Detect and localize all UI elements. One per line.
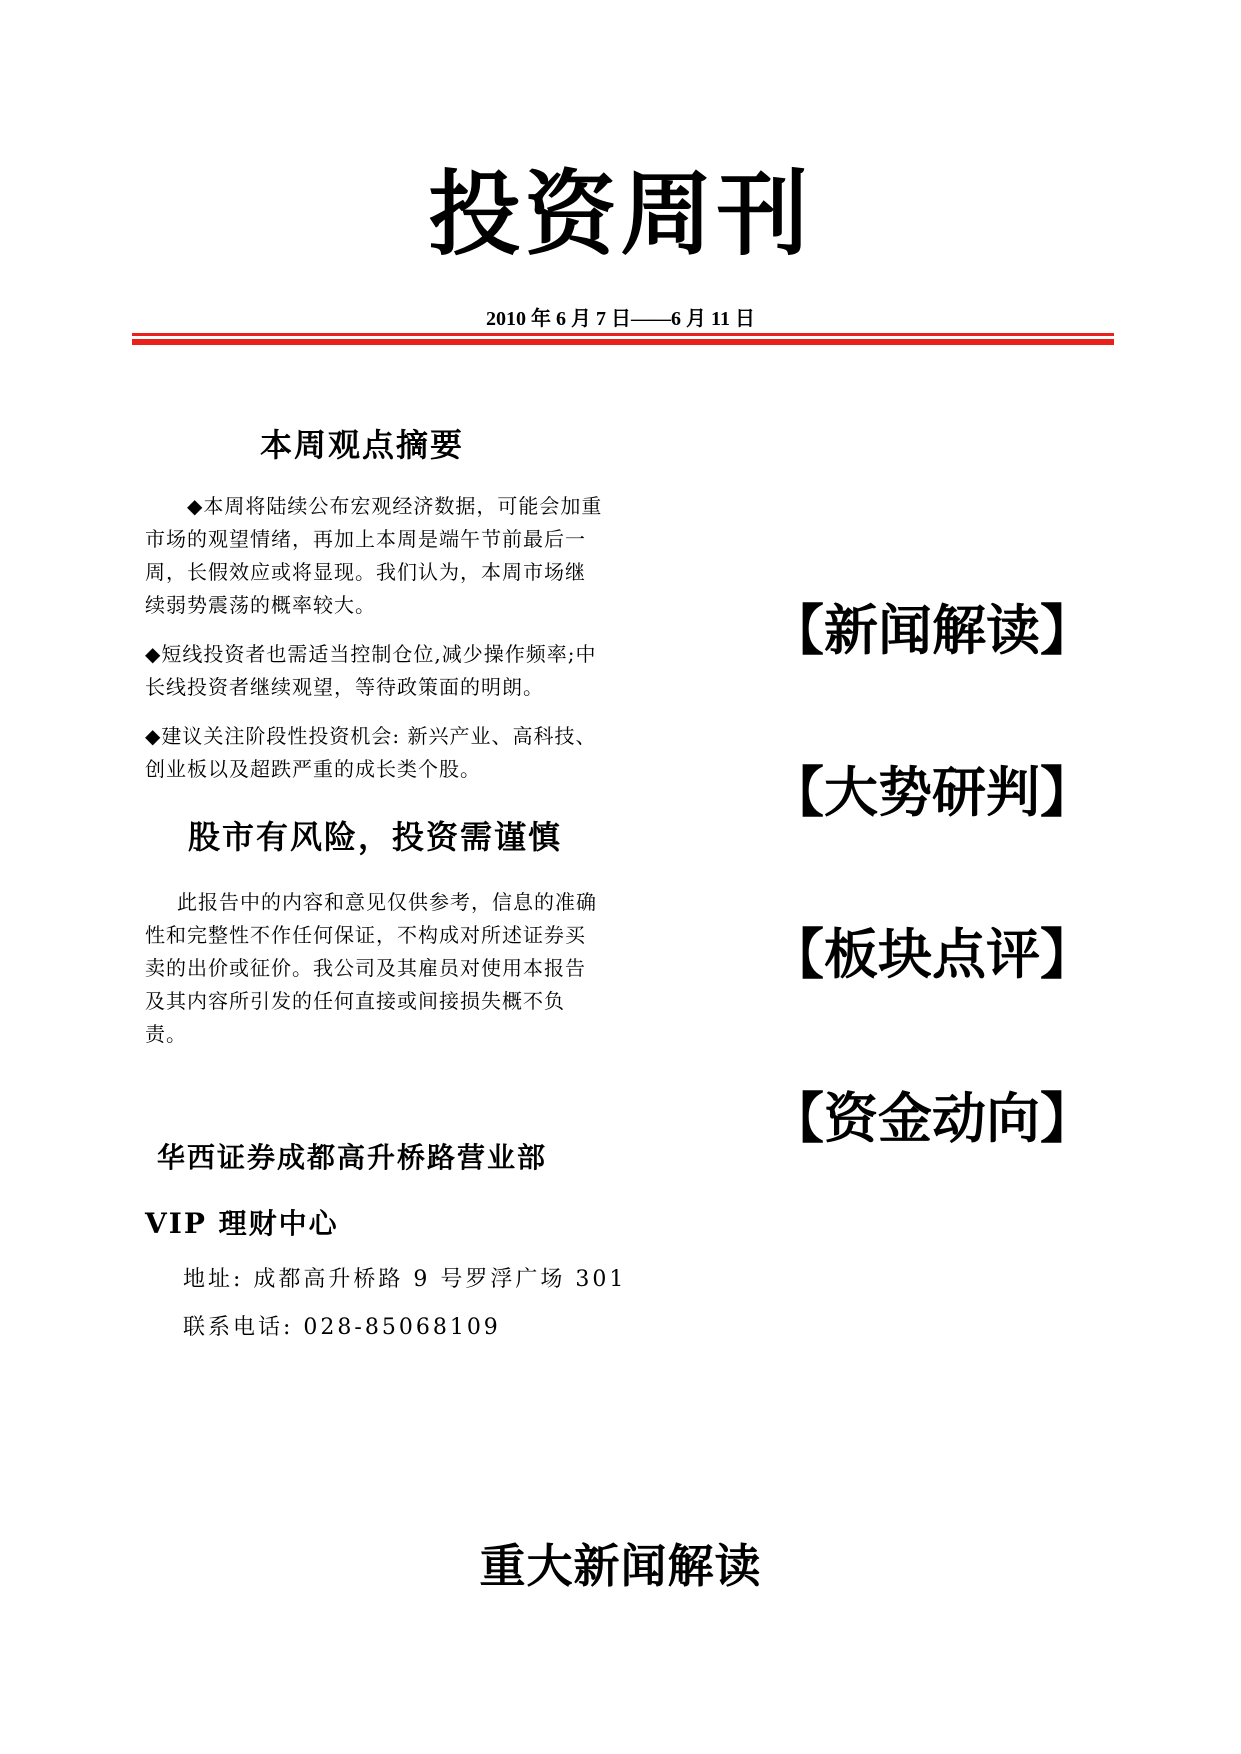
bottom-title: 重大新闻解读 (479, 1539, 762, 1593)
page-title: 投资周刊 (428, 161, 813, 268)
header-rule-thick (132, 339, 1114, 345)
disclaimer-text: 此报告中的内容和意见仅供参考，信息的准确性和完整性不作任何保证，不构成对所述证券买卖的出价或征价。我公司及其雇员对使用本报告及其内容所引发的任何直接或间接损失概不负责。 (145, 890, 597, 1046)
summary-bullet-3: ◆建议关注阶段性投资机会: 新兴产业、高科技、创业板以及超跌严重的成长类个股。 (145, 724, 597, 781)
risk-heading: 股市有风险，投资需谨慎 (188, 818, 563, 856)
company-name: 华西证券成都高升桥路营业部 VIP 理财中心 (145, 1141, 548, 1240)
summary-heading: 本周观点摘要 (260, 426, 465, 464)
header-rule-thin (132, 333, 1114, 336)
date-range: 2010 年 6 月 7 日——6 月 11 日 (486, 308, 755, 330)
summary-bullet-2: ◆短线投资者也需适当控制仓位,减少操作频率;中长线投资者继续观望，等待政策面的明朗。 (145, 642, 597, 699)
section-market-trend: 【大势研判】 (770, 761, 1094, 824)
section-sector-review: 【板块点评】 (770, 923, 1094, 986)
summary-bullet-1: ◆本周将陆续公布宏观经济数据，可能会加重市场的观望情绪，再加上本周是端午节前最后一周，长假效应或将显现。我们认为，本周市场继续弱势震荡的概率较大。 (145, 494, 603, 617)
section-fund-flow: 【资金动向】 (770, 1087, 1094, 1150)
summary-bullets (145, 490, 605, 802)
section-news-interpretation: 【新闻解读】 (770, 599, 1094, 662)
company-phone: 联系电话: 028-85068109 (183, 1315, 501, 1340)
company-address: 地址: 成都高升桥路 9 号罗浮广场 301 (183, 1267, 627, 1292)
